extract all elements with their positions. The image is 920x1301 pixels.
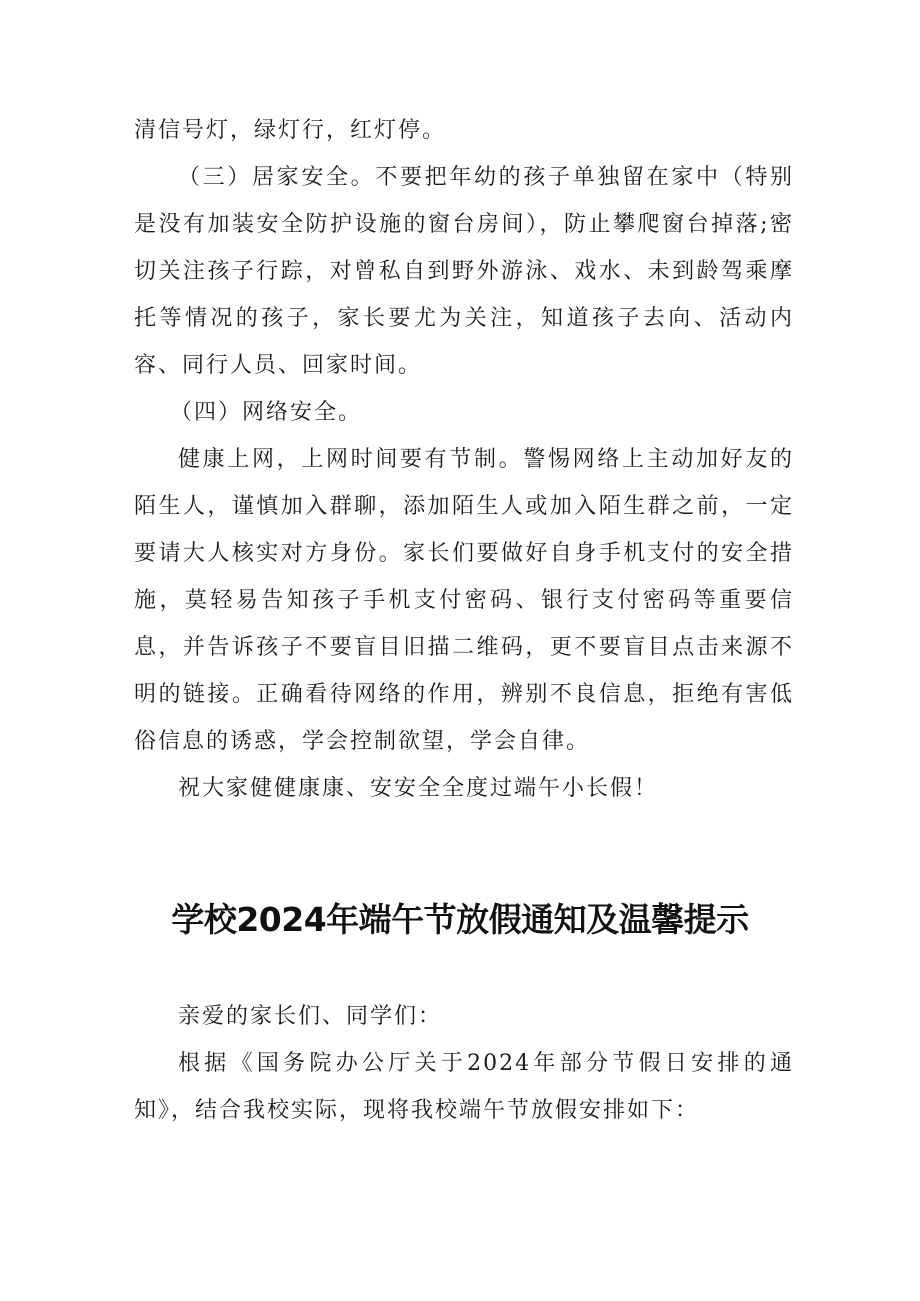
traffic-light-line: 清信号灯，绿灯行，红灯停。 <box>134 118 447 143</box>
network-safety-paragraph: 健康上网，上网时间要有节制。警惕网络上主动加好友的陌生人，谨慎加入群聊，添加陌生人或加入陌生群之前，一定要请大人核实对方身份。家长们要做好自身手机支付的安全措施，莫轻易告知孩子手机支付密码、银行支付密码等重要信息，并告诉孩子不要盲目旧描二维码，更不要盲目点击来源不明的链接。正确看待网络的作用，辨别不良信息，拒绝有害低俗信息的诱惑，学会控制欲望，学会自律。 <box>134 447 794 754</box>
safety-tips-section <box>134 107 794 812</box>
network-safety-heading: （四）网络安全。 <box>170 400 363 425</box>
notice-body: 根据《国务院办公厅关于2024年部分节假日安排的通知》，结合我校实际，现将我校端午节放假安排如下： <box>134 1051 794 1123</box>
holiday-wishes: 祝大家健健康康、安安全全度过端午小长假！ <box>178 776 659 801</box>
notice-greeting: 亲爱的家长们、同学们： <box>178 1004 443 1029</box>
notice-title: 学校2024年端午节放假通知及温馨提示 <box>171 900 749 939</box>
home-safety-paragraph: （三）居家安全。不要把年幼的孩子单独留在家中（特别是没有加装安全防护设施的窗台房间），防止攀爬窗台掉落;密切关注孩子行踪，对曾私自到野外游泳、戏水、未到龄驾乘摩托等情况的孩子，家长要尤为关注，知道孩子去向、活动内容、同行人员、回家时间。 <box>134 165 794 378</box>
notice-section <box>134 993 794 1134</box>
